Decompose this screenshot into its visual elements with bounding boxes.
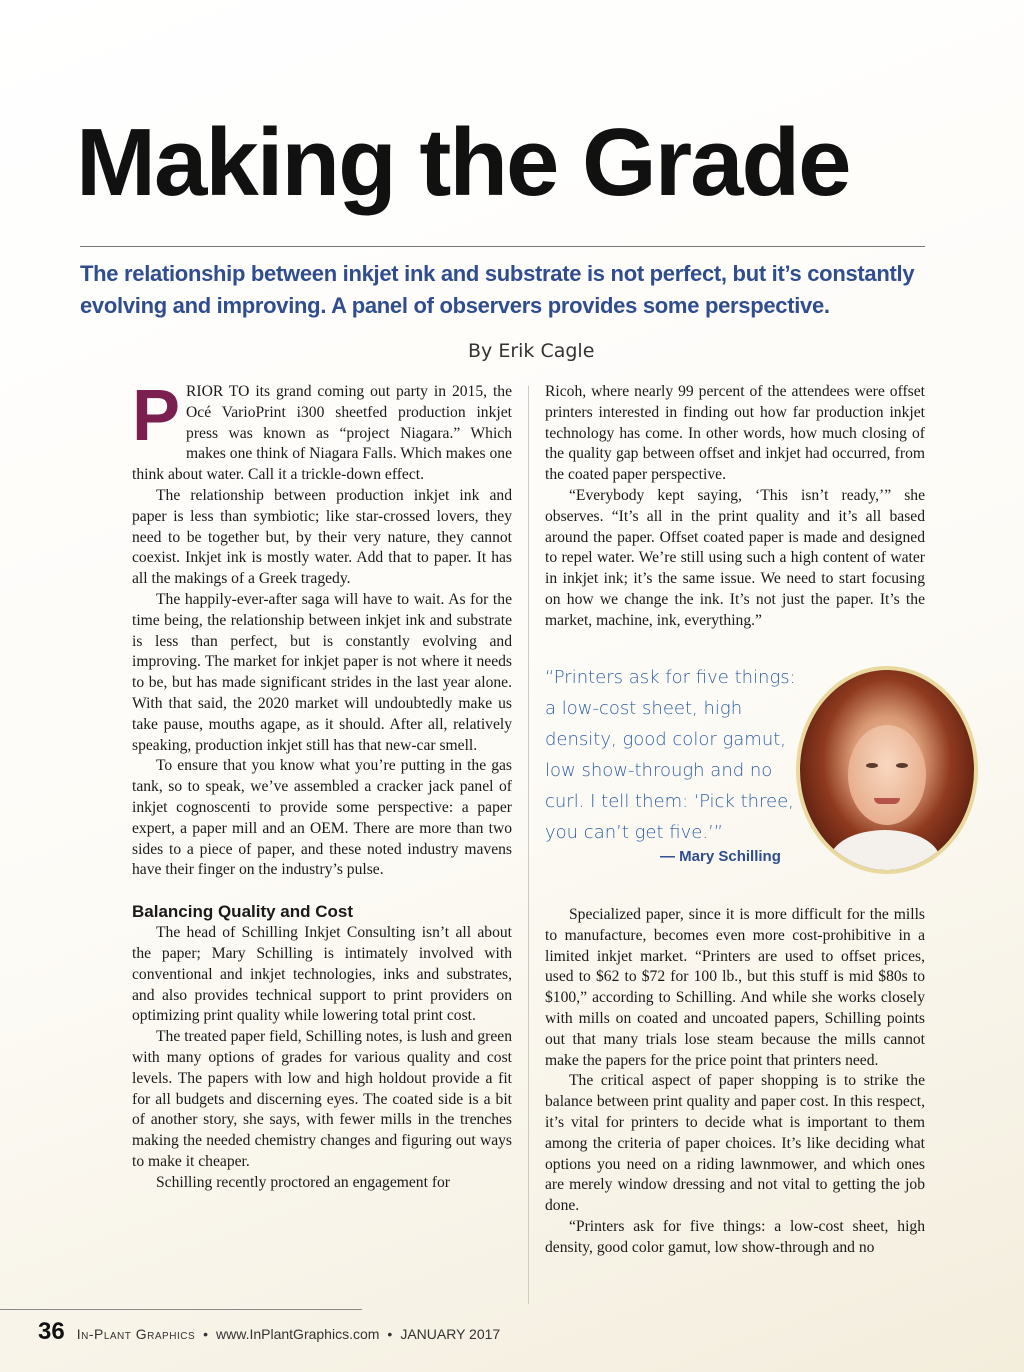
section-subhead: Balancing Quality and Cost xyxy=(132,902,354,922)
body-paragraph: The head of Schilling Inkjet Consulting isn’t all about the paper; Mary Schilling is intimately involved with conventional and inkjet technologies, inks and substrates, and also provides technical support to print providers on optimizing print quality while lowering total print cost. xyxy=(132,924,512,1025)
footer-rule xyxy=(0,1309,362,1310)
drop-cap: P xyxy=(132,376,181,456)
body-paragraph: Ricoh, where nearly 99 percent of the attendees were offset printers interested in finding out how far production inkjet technology has come. In other words, how much closing of the quality gap between offset and inkjet had occurred, from the coated paper perspective. xyxy=(545,383,925,484)
website-link[interactable]: www.InPlantGraphics.com xyxy=(216,1326,380,1342)
right-column-bottom xyxy=(545,905,925,1259)
left-column xyxy=(132,376,512,1193)
column-divider xyxy=(528,386,529,1304)
magazine-name: In-Plant Graphics xyxy=(76,1326,196,1342)
body-paragraph: To ensure that you know what you’re putting in the gas tank, so to speak, we’ve assembled a cracker jack panel of inkjet cognoscenti to provide some perspective: a paper expert, a paper mill and an OEM. There are more than two sides to a piece of paper, and these noted industry mavens have their finger on the industry’s pulse. xyxy=(132,757,512,879)
body-paragraph: “Printers ask for five things: a low-cost sheet, high density, good color gamut, low show-through and no xyxy=(545,1217,925,1256)
pull-quote: “Printers ask for five things: a low-cost sheet, high density, good color gamut, low show-through and no curl. I tell them: ‘Pick three, you can’t get five.’” xyxy=(545,667,796,843)
article-title: Making the Grade xyxy=(76,109,850,216)
article-deck: The relationship between inkjet ink and substrate is not perfect, but it’s constantly evolving and improving. A panel of observers provides some perspective. xyxy=(80,261,915,318)
portrait-eye xyxy=(866,763,878,768)
footer-bullet: • xyxy=(203,1326,209,1342)
body-paragraph: The happily-ever-after saga will have to wait. As for the time being, the relationship between inkjet ink and substrate is less than perfect, but is constantly evolving and improving. The market for inkjet paper is not where it needs to be, but has made significant strides in the last year alone. With that said, the 2020 market will undoubtedly make us take pause, mouths agape, as it should. After all, relatively speaking, production inkjet still has that new-car smell. xyxy=(132,590,512,754)
pull-quote-attribution: — Mary Schilling xyxy=(660,848,781,865)
portrait-collar xyxy=(830,830,940,874)
body-paragraph: The treated paper field, Schilling notes, is lush and green with many options of grades for various quality and cost levels. The papers with low and high holdout provide a fit for all budgets and discerning eyes. The coated side is a bit of another story, she says, with fewer mills in the trenches making the needed chemistry changes and figuring out ways to make it cheaper. xyxy=(132,1028,512,1170)
lead-paragraph-text: RIOR TO its grand coming out party in 2015, the Océ VarioPrint i300 sheetfed production inkjet press was known as “project Niagara.” Which makes one think of Niagara Falls. Which makes one think about water. Call it a trickle-down effect. xyxy=(132,383,512,484)
portrait-photo xyxy=(796,666,978,874)
portrait-mouth xyxy=(874,798,900,804)
portrait-eye xyxy=(896,763,908,768)
page-footer xyxy=(38,1318,500,1346)
lead-paragraph xyxy=(132,376,512,486)
body-paragraph: The relationship between production inkjet ink and paper is less than symbiotic; like star-crossed lovers, they need to be together but, by their very nature, they cannot coexist. Inkjet ink is mostly water. Add that to paper. It has all the makings of a Greek tragedy. xyxy=(132,486,512,588)
portrait-face xyxy=(848,725,926,825)
body-paragraph: Specialized paper, since it is more difficult for the mills to manufacture, becomes even more cost-prohibitive in a limited inkjet market. “Printers are used to offset prices, used to $62 to $72 for 100 lb., but this stuff is mid $80s to $100,” according to Schilling. And while she works closely with mills on coated and uncoated papers, Schilling points out that many trials lose steam because the mills cannot make the papers for the price point that printers need. xyxy=(545,906,925,1069)
byline: By Erik Cagle xyxy=(468,340,595,362)
title-rule xyxy=(80,246,925,247)
right-column-top xyxy=(545,382,925,632)
footer-bullet: • xyxy=(387,1326,393,1342)
page-number: 36 xyxy=(38,1318,65,1345)
body-paragraph: The critical aspect of paper shopping is to strike the balance between print quality and paper cost. In this respect, it’s vital for printers to decide what is important to them among the criteria of paper choices. It’s like deciding what options you need on a riding lawnmower, and which ones are merely window dressing and not vital to getting the job done. xyxy=(545,1072,925,1215)
body-paragraph: Schilling recently proctored an engagement for xyxy=(156,1173,451,1191)
issue-date: JANUARY 2017 xyxy=(400,1326,501,1342)
body-paragraph: “Everybody kept saying, ‘This isn’t ready,’” she observes. “It’s all in the print quality and it’s all based around the paper. Offset coated paper is made and designed to repel water. We’re still using such a high content of water in inkjet ink; it’s the same issue. We need to start focusing on how we change the ink. It’s not just the paper. It’s the market, machine, ink, everything.” xyxy=(545,486,925,629)
